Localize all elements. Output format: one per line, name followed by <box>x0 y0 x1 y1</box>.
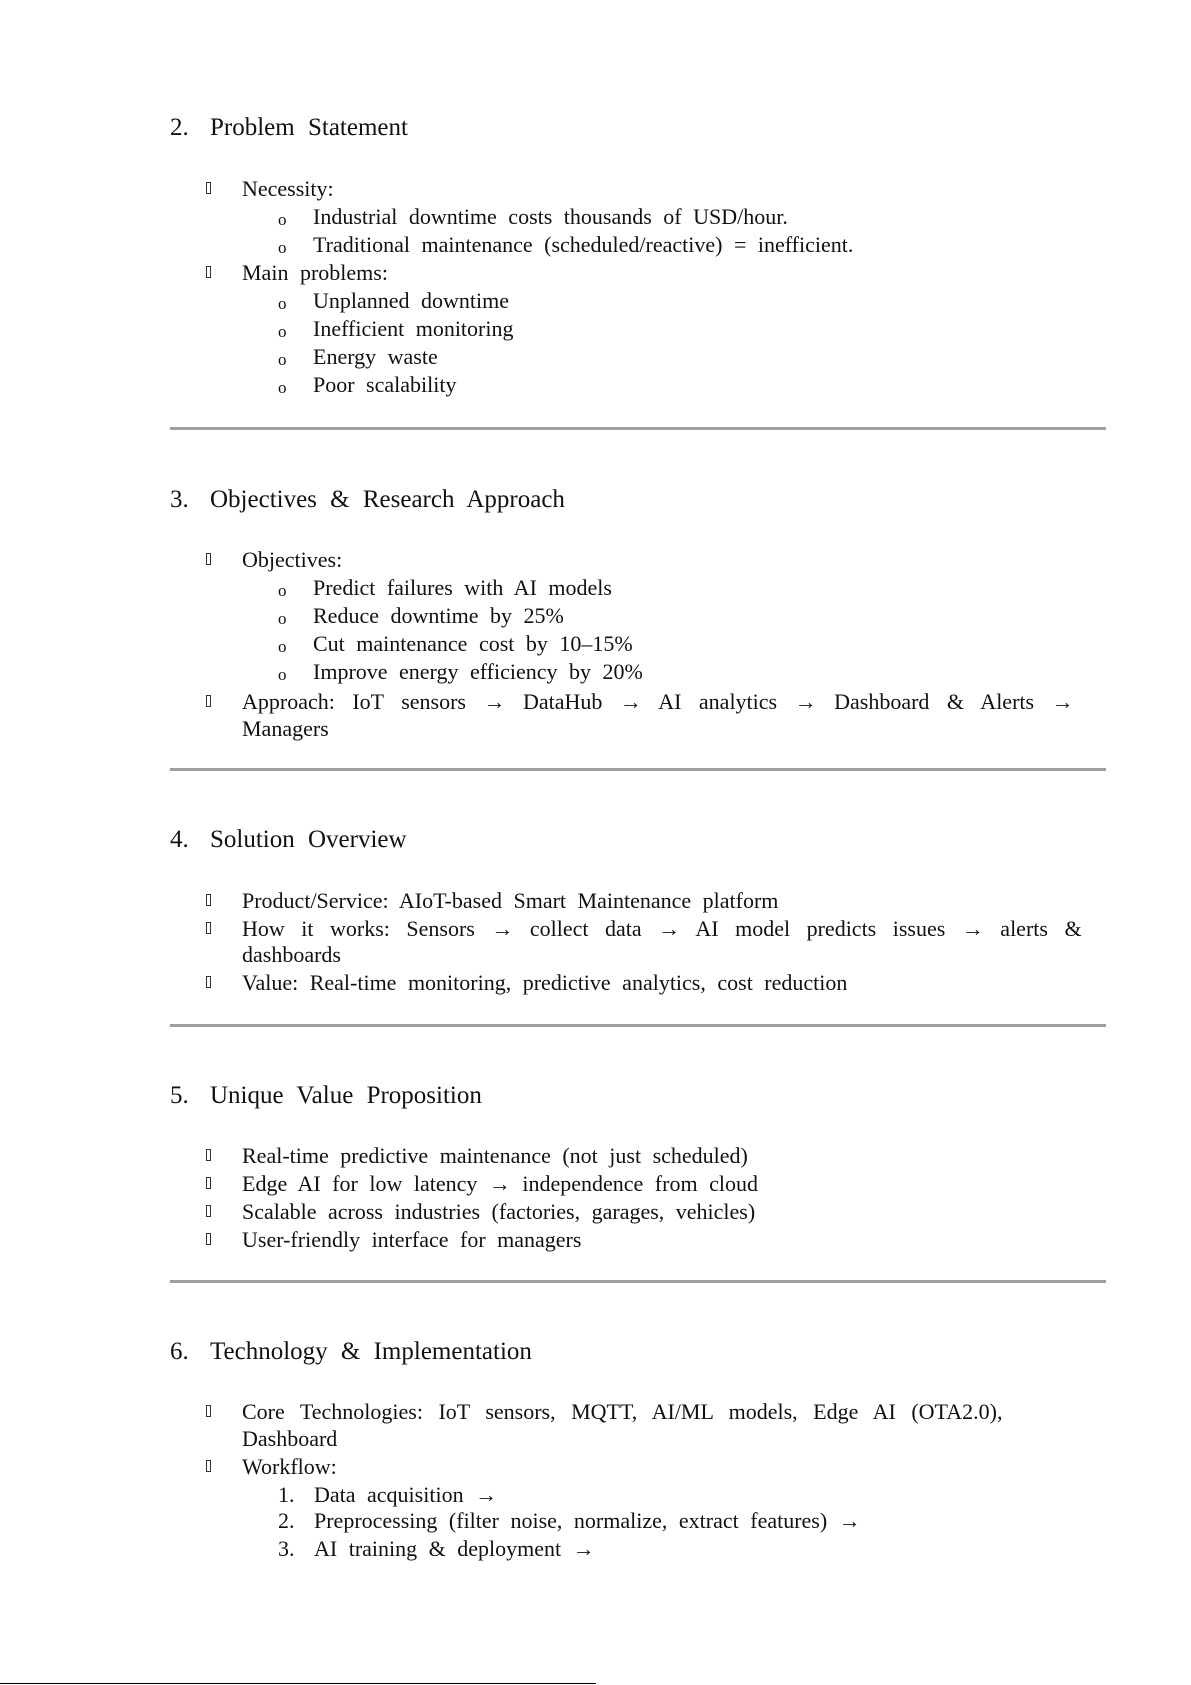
list-item: Approach: IoT sensors → DataHub → AI analytics → Dashboard & Alerts → <box>206 689 1074 716</box>
list-item: User-friendly interface for managers <box>206 1227 581 1254</box>
bullet-icon <box>206 1200 242 1226</box>
bullet-icon <box>206 889 242 915</box>
sub-list-item: o Poor scalability <box>278 372 456 401</box>
section-divider <box>170 1280 1106 1283</box>
list-item: Necessity: <box>206 176 334 203</box>
section-divider <box>170 1024 1106 1027</box>
list-item-continuation: dashboards <box>242 942 341 967</box>
list-item: Edge AI for low latency → independence from cloud <box>206 1171 758 1198</box>
section-heading-technology <box>170 1338 532 1366</box>
circle-bullet-icon: o <box>278 294 287 313</box>
list-item-continuation: Managers <box>242 716 329 741</box>
numbered-item: 2. Preprocessing (filter noise, normalize, extract features) → <box>278 1508 861 1533</box>
section-heading-problem-statement <box>170 114 408 142</box>
section-divider <box>170 427 1106 430</box>
section-number: 2. <box>170 114 189 141</box>
circle-bullet-icon: o <box>278 609 287 628</box>
section-title: Unique Value Proposition <box>210 1082 482 1109</box>
section-title: Solution Overview <box>210 826 407 853</box>
bullet-icon <box>206 548 242 574</box>
bullet-icon <box>206 1144 242 1170</box>
list-item: Main problems: <box>206 260 388 287</box>
circle-bullet-icon: o <box>278 378 287 397</box>
bullet-icon <box>206 1400 242 1426</box>
bullet-icon <box>206 971 242 997</box>
bullet-icon <box>206 917 242 943</box>
list-item: Core Technologies: IoT sensors, MQTT, AI/ML models, Edge AI (OTA2.0), <box>206 1399 1002 1426</box>
list-item: Workflow: <box>206 1454 337 1481</box>
sub-list-item: o Cut maintenance cost by 10–15% <box>278 631 633 660</box>
section-number: 3. <box>170 486 189 513</box>
circle-bullet-icon: o <box>278 665 287 684</box>
bullet-icon <box>206 690 242 716</box>
list-item: Scalable across industries (factories, garages, vehicles) <box>206 1199 755 1226</box>
section-number: 6. <box>170 1338 189 1365</box>
circle-bullet-icon: o <box>278 581 287 600</box>
numbered-item: 3. AI training & deployment → <box>278 1536 595 1561</box>
section-heading-solution <box>170 826 407 854</box>
list-item: Value: Real-time monitoring, predictive analytics, cost reduction <box>206 970 847 997</box>
list-item: Objectives: <box>206 547 342 574</box>
circle-bullet-icon: o <box>278 350 287 369</box>
bullet-icon <box>206 261 242 287</box>
section-title: Problem Statement <box>210 114 408 141</box>
sub-list-item: o Reduce downtime by 25% <box>278 603 564 632</box>
section-number: 4. <box>170 826 189 853</box>
circle-bullet-icon: o <box>278 322 287 341</box>
sub-list-item: o Industrial downtime costs thousands of USD/hour. <box>278 204 788 233</box>
sub-list-item: o Energy waste <box>278 344 438 373</box>
circle-bullet-icon: o <box>278 637 287 656</box>
section-title: Objectives & Research Approach <box>210 486 565 513</box>
list-item-continuation: Dashboard <box>242 1426 338 1451</box>
section-number: 5. <box>170 1082 189 1109</box>
bullet-icon <box>206 1172 242 1198</box>
circle-bullet-icon: o <box>278 210 287 229</box>
list-item: Real-time predictive maintenance (not just scheduled) <box>206 1143 748 1170</box>
bullet-icon <box>206 1455 242 1481</box>
sub-list-item: o Inefficient monitoring <box>278 316 514 345</box>
list-item: How it works: Sensors → collect data → AI model predicts issues → alerts & <box>206 916 1082 943</box>
bullet-icon <box>206 1228 242 1254</box>
sub-list-item: o Unplanned downtime <box>278 288 509 317</box>
section-title: Technology & Implementation <box>210 1338 532 1365</box>
numbered-item: 1. Data acquisition → <box>278 1482 498 1507</box>
section-heading-uvp <box>170 1082 482 1110</box>
circle-bullet-icon: o <box>278 238 287 257</box>
section-heading-objectives <box>170 486 565 514</box>
sub-list-item: o Traditional maintenance (scheduled/reactive) = inefficient. <box>278 232 853 261</box>
list-item: Product/Service: AIoT-based Smart Maintenance platform <box>206 888 778 915</box>
section-divider <box>170 768 1106 771</box>
sub-list-item: o Predict failures with AI models <box>278 575 612 604</box>
footnote-separator <box>0 1683 596 1684</box>
bullet-icon <box>206 177 242 203</box>
sub-list-item: o Improve energy efficiency by 20% <box>278 659 643 688</box>
